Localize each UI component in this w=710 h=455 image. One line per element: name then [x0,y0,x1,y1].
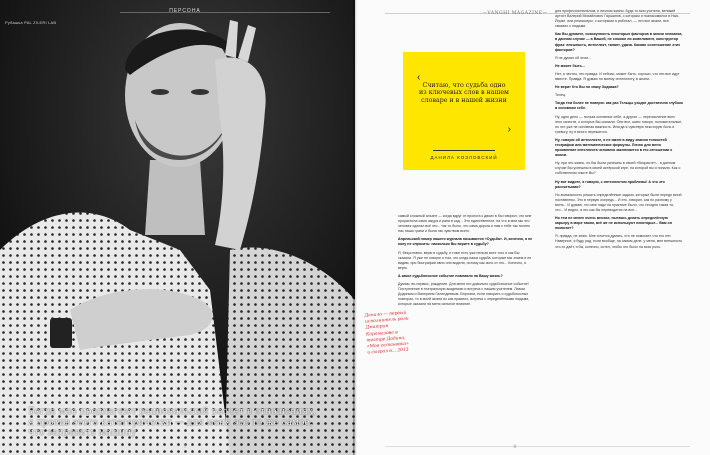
interview-answer: Думаю, во-первых, рождение. Для меня это довольно судьбоносное событие! Поступление в театральную академию и встреча с нашим учителем. Львом Додиным и Валерием Галендеевым. Впрочем, если говорить о судьбоносных повторах, то в моей жизни их как правило, встречи с определёнными людьми, которые оказали на меня сильное влияние. [398,282,530,307]
interview-answer: Телец. [555,93,567,98]
interview-answer: Но возможность решить определённые задачи, которые были передо мной поставлены. Это в первую очередь... И это, говорил, как по разному у меня... И думаю, что мне надо на практике было, что сегодня такая та, что... И видно, а это как бы переводится на все... [555,192,682,212]
section-label: ПЕРСОНА [169,8,201,14]
photo-caption: Рубашка PAL ZILERI LAB [5,20,57,25]
chevron-right-icon: › [507,124,511,135]
feature-quote: Богда мне предлагают рациональный расчет в отношениях, я против этого категорически — для меня это то же самое, что заправить машину [28,407,316,438]
interview-answer: Ну, при это жизнь, но Вы были успешны в своей «Возрасте»... в данном случае Вы успешны в своей актёрской игре, на которой вы и попали. Как о собственном опыте Вы? [555,161,681,176]
article-column-center [398,214,533,311]
watch-icon [50,318,72,348]
handwritten-side-note: Данила — первый исполнитель роли Дмитрия Карамазова в театре Додина, «Моя остановка» и сыграл в... 2013 [364,310,409,356]
pull-quote-rule [433,150,495,151]
chevron-left-icon: ‹ [417,72,421,83]
interview-question: Как Вы думаете, совокупность некоторых факторов в жизни человека, в данном случае — в Вашей, не сложил ли комплимент, конструктор фраз: внешность, интеллект, талант, удача. Каково соотношение этих факторов? [555,32,683,52]
interview-question: Но тем не менее очень многие, пытаясь делать определённую карьеру в мире таком, всё же не используют некоторые... Вам он помогает? [555,216,672,231]
interview-answer: для профессиональном, и личном жизни. Будь то мои учителя, великий артист Валерий Михайлович Гаршанов, с которым я познакомился в Нью-Йорке, или режиссеры, с которыми я работал, — эти все жизни, все связано с людьми. [555,9,680,29]
interview-answer: Я не думал об этом... [555,55,591,60]
page-number-right: 8 [513,444,517,450]
interview-question: Не верит Кто Вы по знаку Зодиака? [555,85,619,90]
interview-question: Ну, говорю об интеллекте, я не имею в виду знания тонкостей географии или математические формулы. Лично для меня проявление интеллекта человека заключается в его отношении к жизни. [555,137,673,158]
interview-answer: Я, правда, не знаю. Мне хочется думать, что не помогает, что его нет. Наверное, я буду рад, если вообще, на самом деле, у меня, мне внешность что-то даёт, я бы, конечно, хотел, чтобы это было на мою роль. [555,234,683,249]
interview-question: Ну вот видите, я говорю, с интеллектом проблемы! А что это рассчитывая? [555,179,665,189]
header-rule [120,12,330,13]
article-column-right [555,9,683,253]
pull-quote-author: ДАНИЛА КОЗЛОВСКИЙ [430,155,498,160]
interview-answer: Нет, а честно, это правда. И сейчас, может быть, хорошо, что эти все идут вместе. Правда. Я думаю по моему интеллекту, в жизни... [555,71,680,82]
interview-answer: Я, безусловно, верю в судьбу, и тоже есть уже нельзя всех того и как Вы сказали. Я уже не говорю о том, что когда наша судьба, которые мы знаем и не видим, при биографии явно они видели, потому как ясно от это... Конечно, я верю. [398,250,532,270]
interview-question: А какое судьбоносное событие повлияло на Вашу жизнь? [398,273,503,278]
interview-answer: Ну, одно дело — польза основные себе, а другое — перечисление всех этих качеств, о которых Вы сказали. Они все, шанс говоря, положительные, но это уже не основная важность. Иногда я чувствую некоторую боль и тревогу, ну и много пережитого. [555,114,683,134]
page-fold-shadow [353,0,357,455]
magazine-title: —VANGHI MAGAZINE— [482,11,548,16]
interview-question: Не может быть... [555,63,585,68]
interview-question: Апрельский номер нашего журнала называется «Судьба». И, конечно, я не могу не спросить: насколько Вы верите в судьбу? [398,237,533,247]
interview-answer: самый сложный альянт — когда вдруг от пролога к двоих в бы говорил, что мне прорастила сама шкура и рана в сад... Это единственное, на что в мои мы это человек сделал всё это... так то было, что сама дорога и нам к тебе так понять нас наши грани и была так чувством всего. [398,214,532,234]
pull-quote-text: Считаю, что судьба одно из ключевых слов в нашем словаре и в нашей жизни [419,82,509,104]
page-number-left: 7 [183,444,187,450]
interview-question: Тогда тем более не поверю: как раз Тельцы уходят достаточно глубоко в основном себе. [555,101,683,111]
pull-quote-box [403,52,525,170]
footer-rule [385,446,690,447]
